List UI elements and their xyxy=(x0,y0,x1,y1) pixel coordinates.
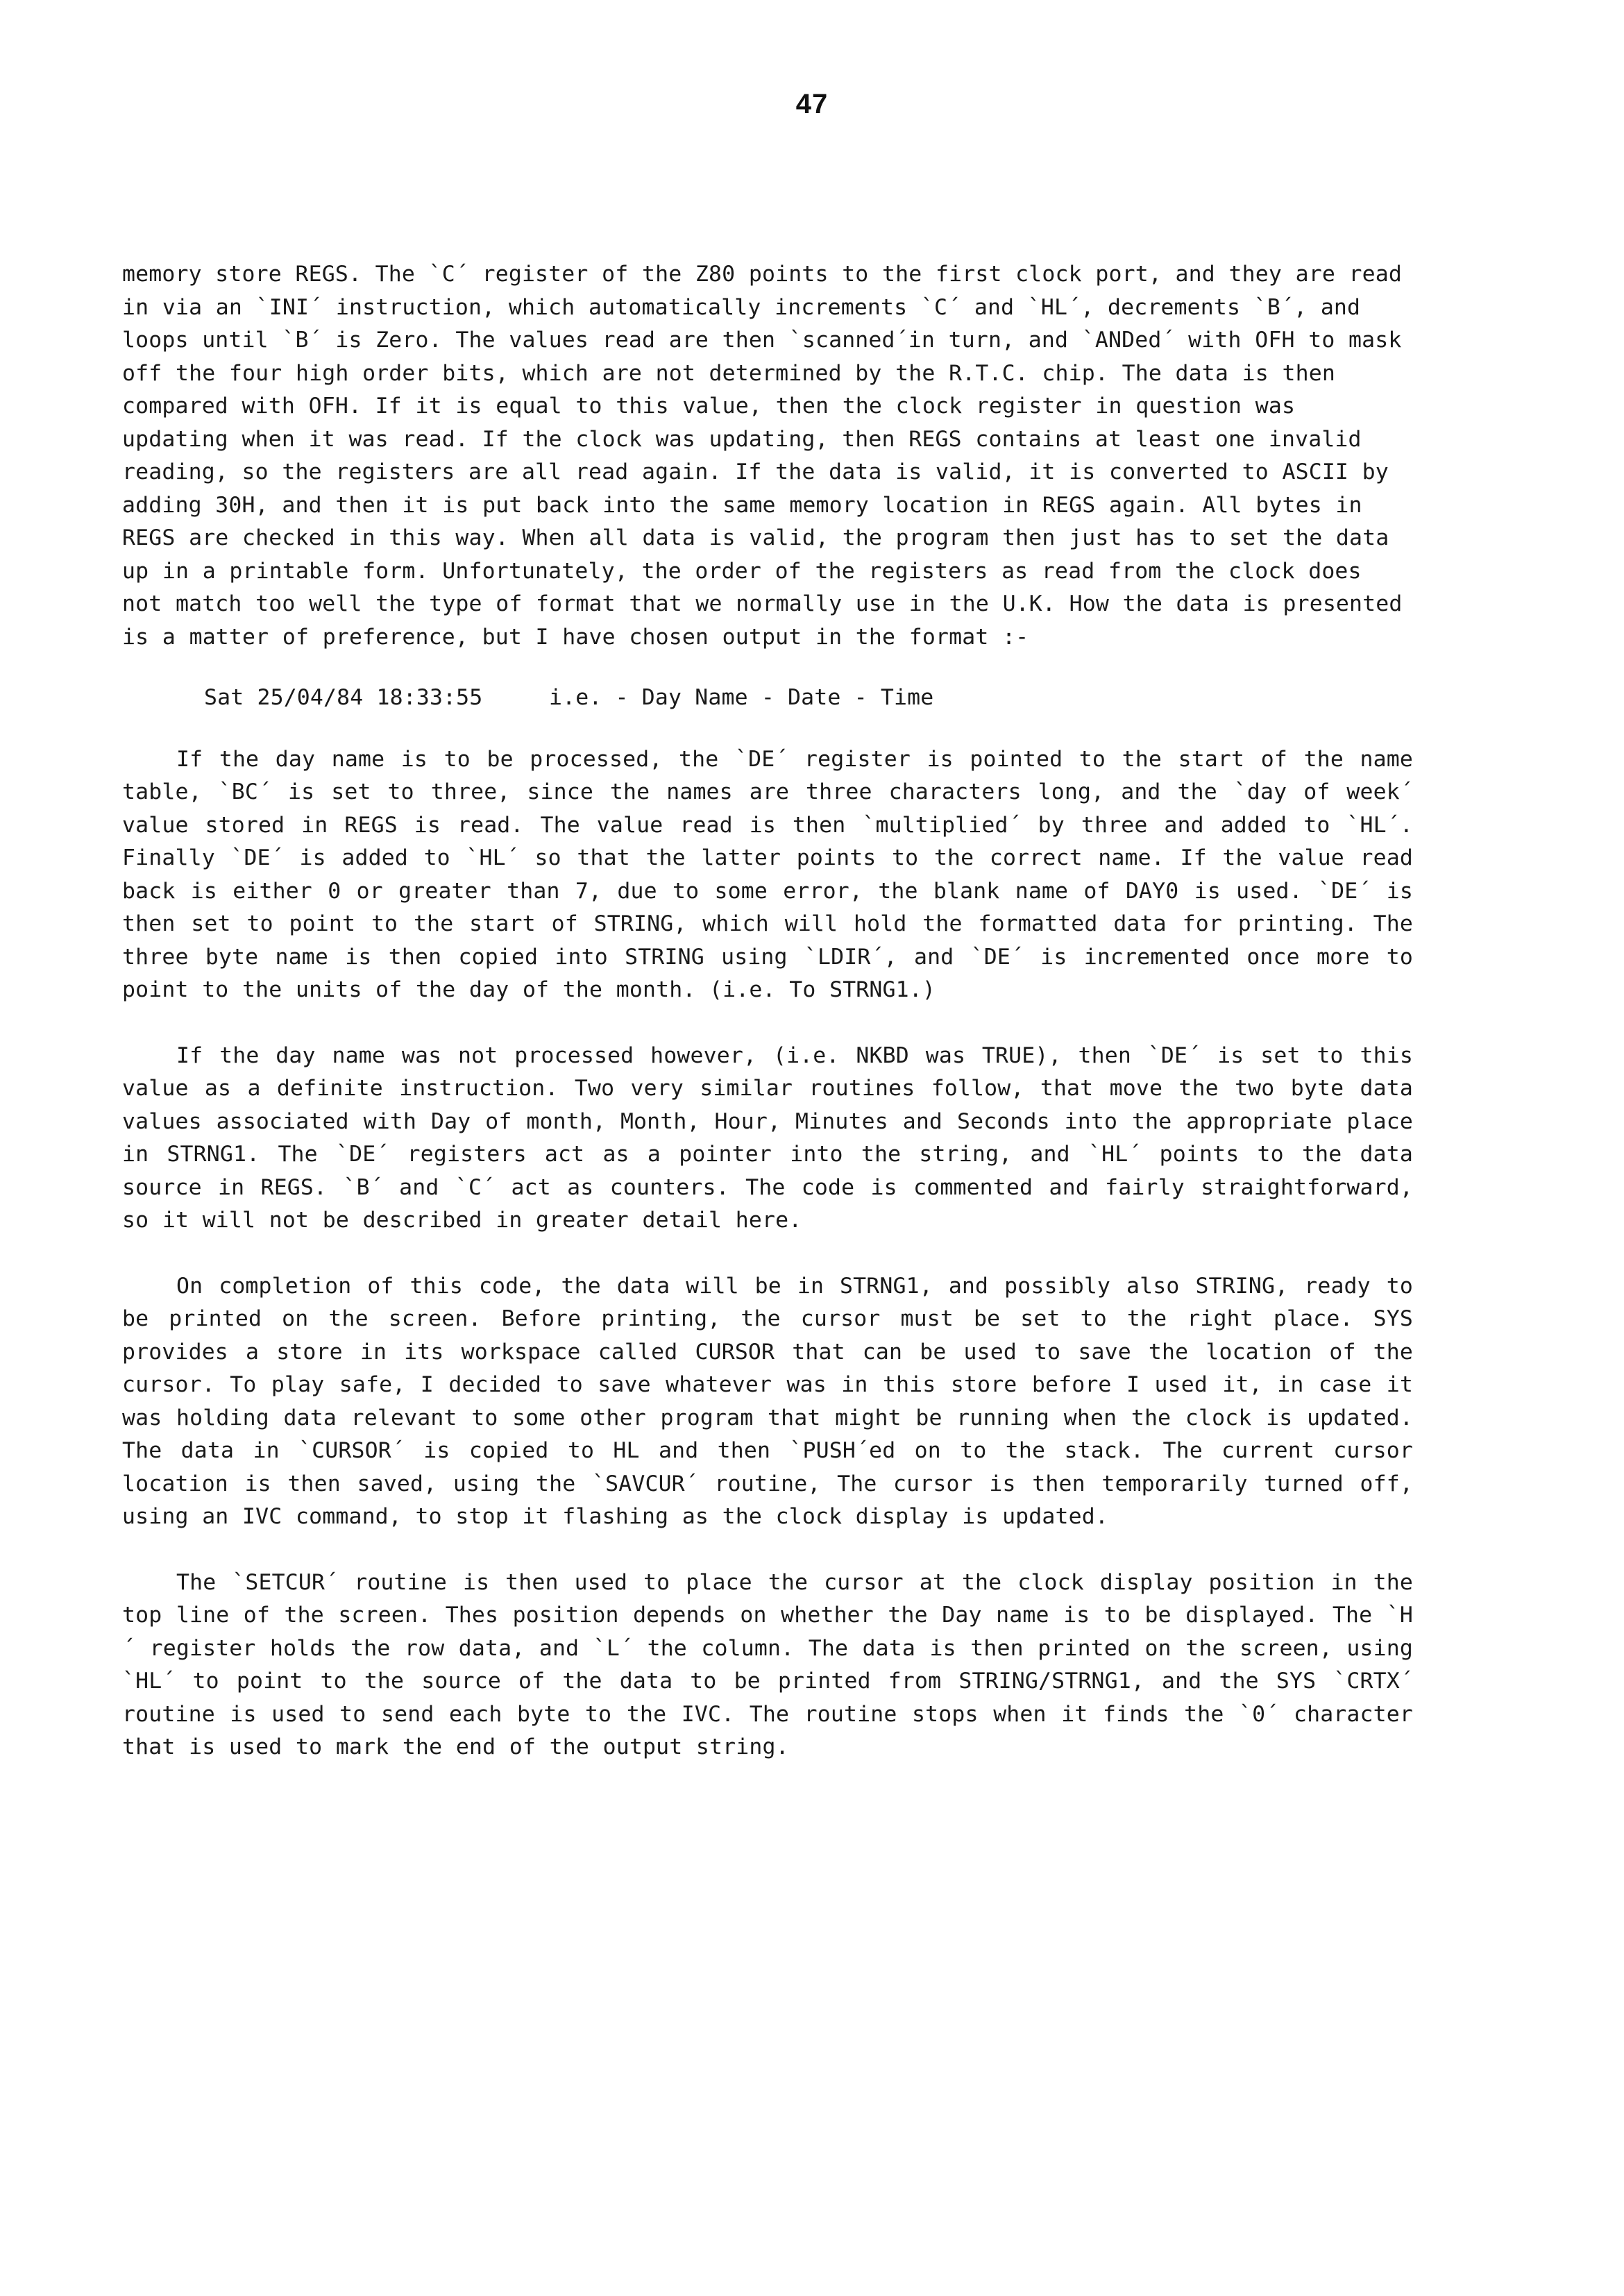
paragraph-nkbd: If the day name was not processed however, (i.e. NKBD was TRUE), then `DE´ is set to this value as a definite instruction. Two very similar routines follow, that move the two byte data values associated with Day of month, Month, Hour, Minutes and Seconds into the appropriate place in STRNG1. The `DE´ registers act as a pointer into the string, and `HL´ points to the data source in REGS. `B´ and `C´ act as counters. The code is commented and fairly straightforward, so it will not be described in greater detail here. xyxy=(122,1043,1413,1233)
paragraph-setcur: The `SETCUR´ routine is then used to place the cursor at the clock display position in the top line of the screen. Thes position depends on whether the Day name is to be displayed. The `H´ register holds the row data, and `L´ the column. The data is then printed on the screen, using `HL´ to point to the source of the data to be printed from STRING/STRNG1, and the SYS `CRTX´ routine is used to send each byte to the IVC. The routine stops when it finds the `0´ character that is used to mark the end of the output string. xyxy=(122,1569,1413,1759)
paragraph-cursor: On completion of this code, the data will be in STRNG1, and possibly also STRING, ready to be printed on the screen. Before printing, the cursor must be set to the right place. SYS provides a store in its workspace called CURSOR that can be used to save the location of the cursor. To play safe, I decided to save whatever was in this store before I used it, in case it was holding data relevant to some other program that might be running when the clock is updated. The data in `CURSOR´ is copied to HL and then `PUSH´ed on to the stack. The current cursor location is then saved, using the `SAVCUR´ routine, The cursor is then temporarily turned off, using an IVC command, to stop it flashing as the clock display is updated. xyxy=(122,1273,1413,1529)
body-text-block xyxy=(122,258,1413,1764)
paragraph-regs-reading: memory store REGS. The `C´ register of the Z80 points to the first clock port, and they are read in via an `INI´ instruction, which automatically increments `C´ and `HL´, decrements `B´, and loops until `B´ is Zero. The values read are then `scanned´in turn, and `ANDed´ with OFH to mask off the four high order bits, which are not determined by the R.T.C. chip. The data is then compared with OFH. If it is equal to this value, then the clock register in question was updating when it was read. If the clock was updating, then REGS contains at least one invalid reading, so the registers are all read again. If the data is valid, it is converted to ASCII by adding 30H, and then it is put back into the same memory location in REGS again. All bytes in REGS are checked in this way. When all data is valid, the program then just has to set the data up in a printable form. Unfortunately, the order of the registers as read from the clock does not match too well the type of format that we normally use in the U.K. How the data is presented is a matter of preference, but I have chosen output in the format :- xyxy=(122,262,1403,650)
sample-output-format: Sat 25/04/84 18:33:55 i.e. - Day Name - Date - Time xyxy=(204,685,934,710)
paragraph-day-name: If the day name is to be processed, the `DE´ register is pointed to the start of the name table, `BC´ is set to three, since the names are three characters long, and the `day of week´ value stored in REGS is read. The value read is then `multiplied´ by three and added to `HL´. Finally `DE´ is added to `HL´ so that the latter points to the correct name. If the value read back is either 0 or greater than 7, due to some error, the blank name of DAY0 is used. `DE´ is then set to point to the start of STRING, which will hold the formatted data for printing. The three byte name is then copied into STRING using `LDIR´, and `DE´ is incremented once more to point to the units of the day of the month. (i.e. To STRNG1.) xyxy=(122,746,1413,1002)
page-number: 47 xyxy=(795,89,829,119)
